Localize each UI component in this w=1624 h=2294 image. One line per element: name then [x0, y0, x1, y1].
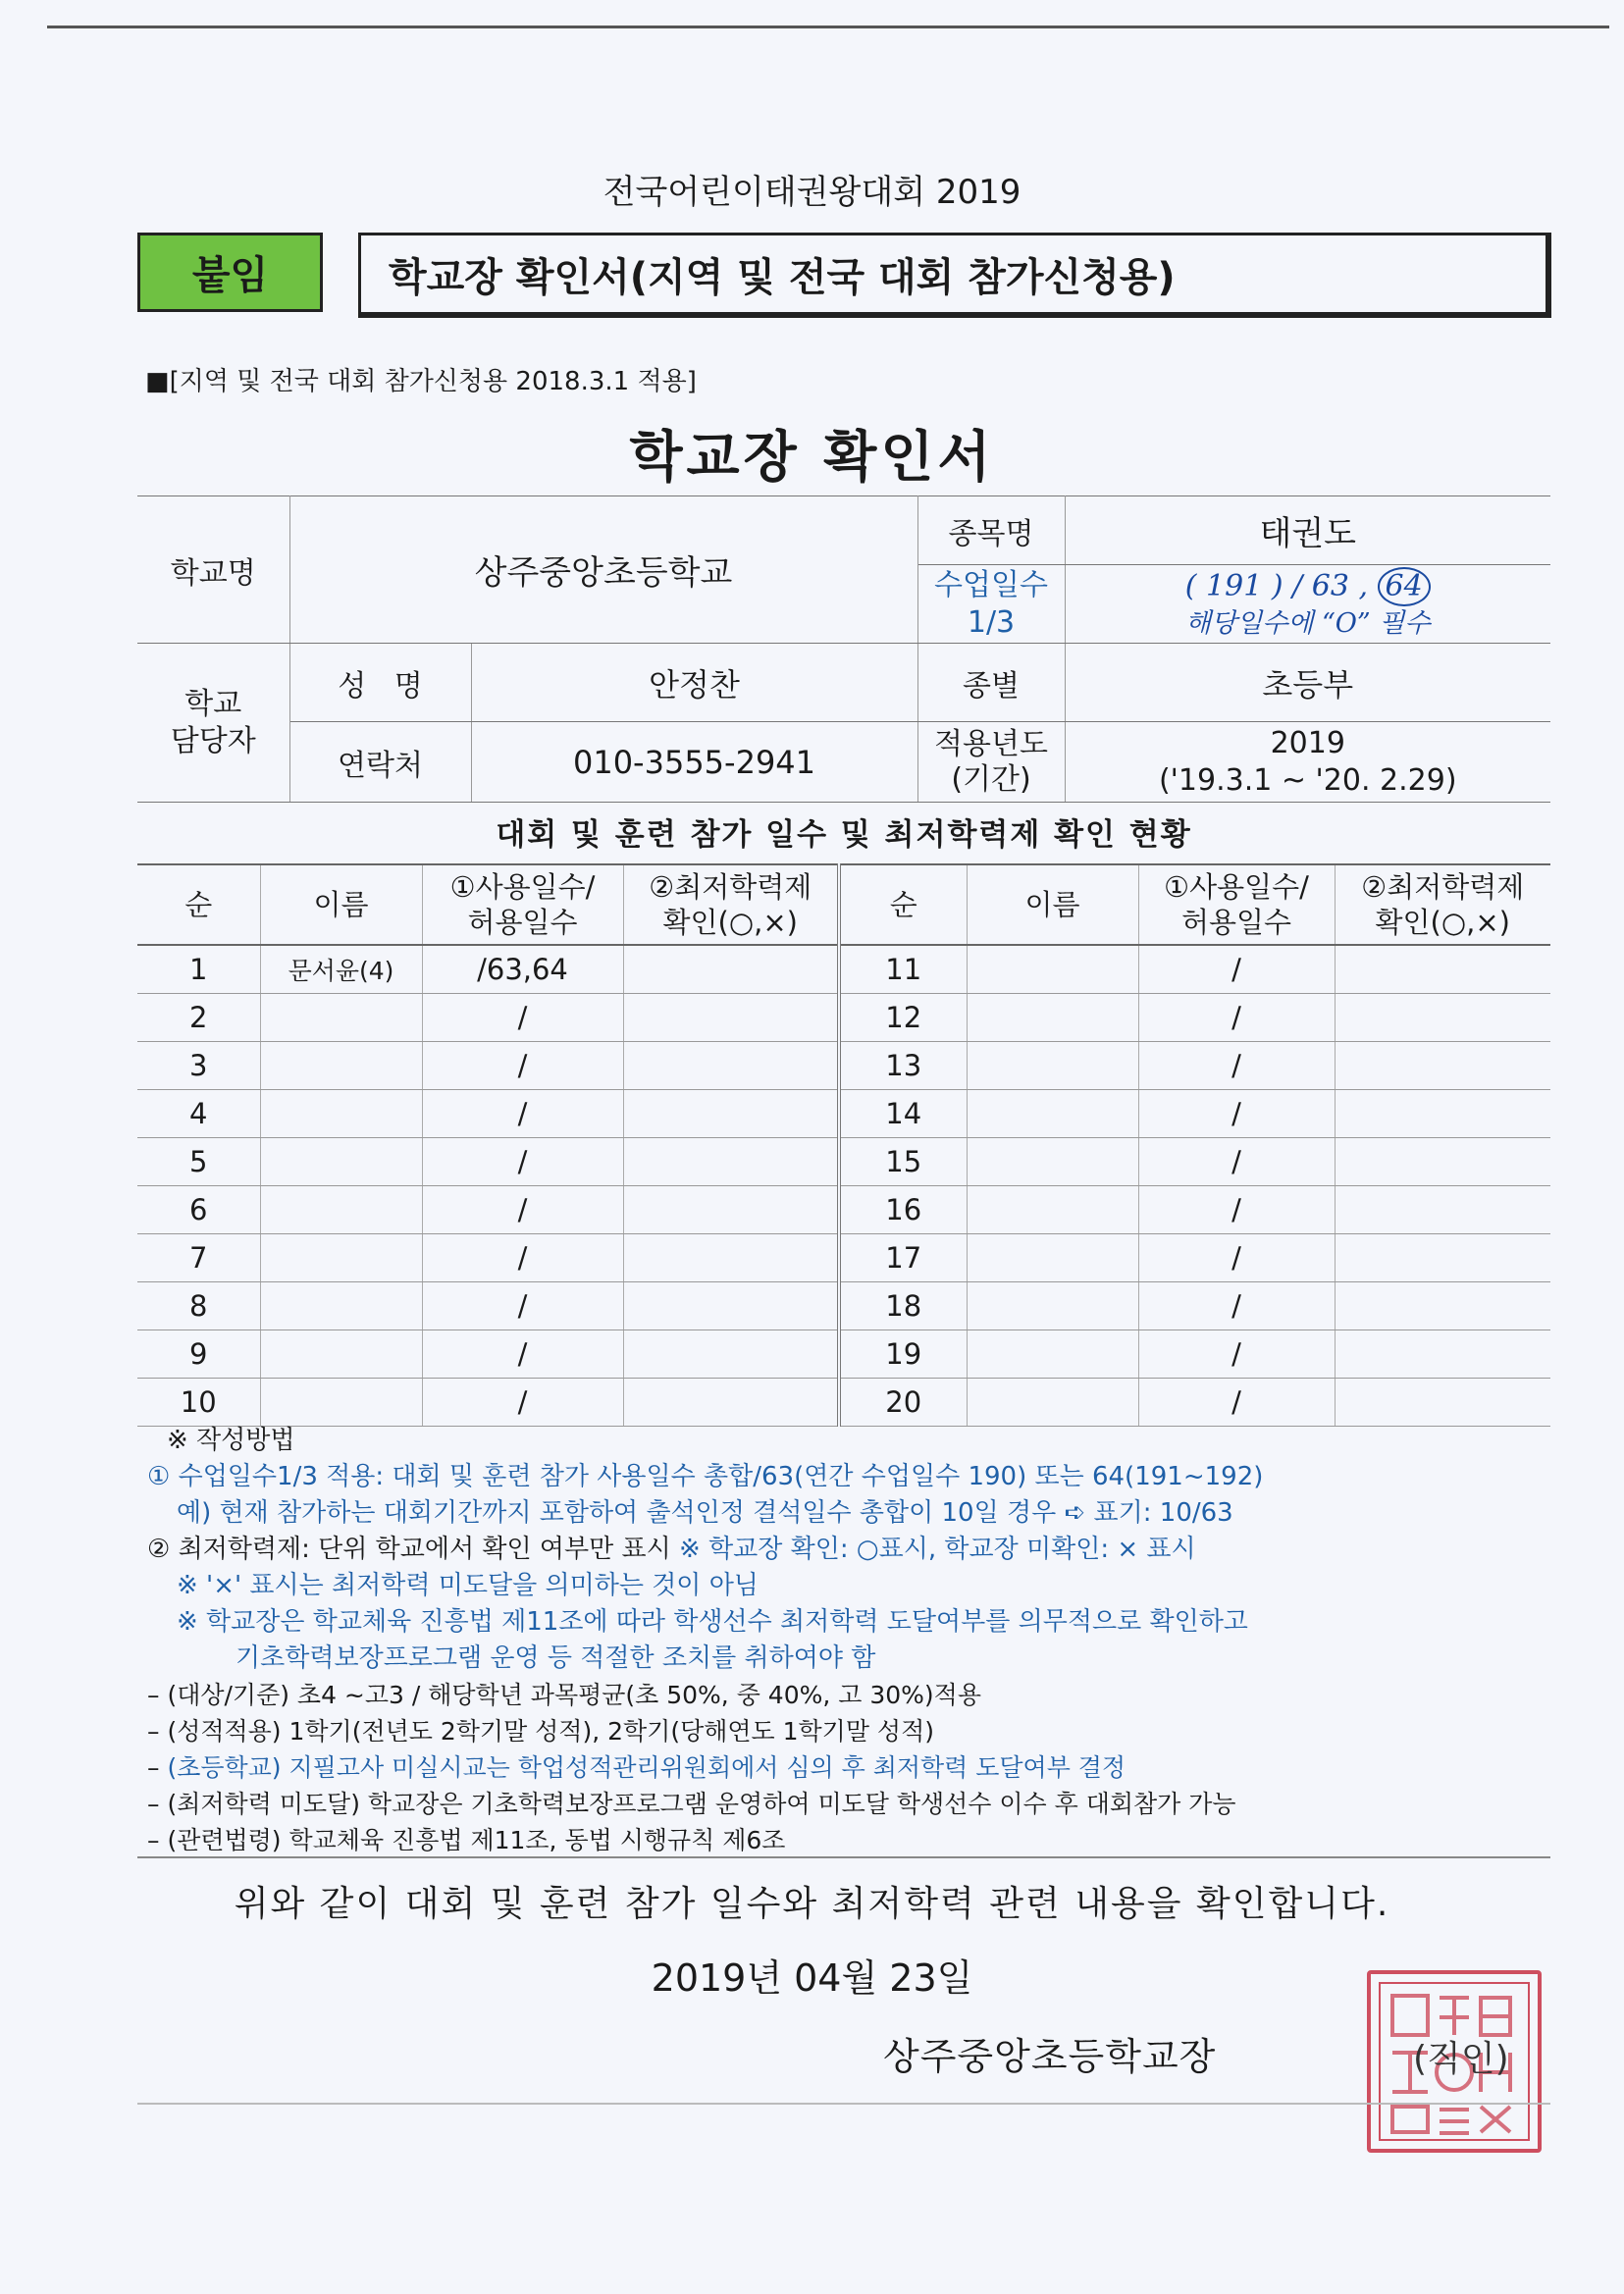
- participant-table: [137, 863, 1550, 1427]
- school-label: 학교명: [137, 496, 289, 644]
- school-name: 상주중앙초등학교: [289, 496, 917, 644]
- note-4: ※ 학교장은 학교체육 진흥법 제11조에 따라 학생선수 최저학력 도달여부를 의무적으로 확인하고: [177, 1607, 1248, 1637]
- table-row: [137, 1138, 1550, 1186]
- note-1-example: 예) 현재 참가하는 대회기간까지 포함하여 출석인정 결석일수 총합이 10일 경우 ➪ 표기: 10/63: [177, 1498, 1233, 1528]
- class-days-fraction: 1/3: [967, 604, 1016, 640]
- table-row: [137, 1186, 1550, 1234]
- bullet-3: [147, 1749, 1560, 1786]
- cell-no: 8: [137, 1282, 260, 1330]
- cell-check: [623, 1090, 839, 1138]
- rule-note: ■[지역 및 전국 대회 참가신청용 2018.3.1 적용]: [145, 367, 697, 396]
- header-title: 학교장 확인서(지역 및 전국 대회 참가신청용): [358, 233, 1551, 318]
- cell-name2: [967, 1042, 1138, 1090]
- class-days-label-text: 수업일수: [934, 567, 1048, 602]
- cell-no2: 15: [839, 1138, 967, 1186]
- cell-no2: 19: [839, 1330, 967, 1379]
- cell-check2: [1335, 1090, 1550, 1138]
- note-2: [147, 1532, 1560, 1568]
- cell-check: [623, 1042, 839, 1090]
- cell-days: /: [422, 1330, 623, 1379]
- class-days-value: [1065, 565, 1550, 644]
- cell-days: /: [422, 1234, 623, 1282]
- cell-check: [623, 1330, 839, 1379]
- class-days-hand-64-circled: 64: [1378, 567, 1431, 606]
- section-title: 대회 및 훈련 참가 일수 및 최저학력제 확인 현황: [496, 817, 1192, 853]
- cell-check: [623, 1138, 839, 1186]
- cell-days: /: [422, 1090, 623, 1138]
- cell-check2: [1335, 1186, 1550, 1234]
- cell-days: /: [422, 1042, 623, 1090]
- cell-check: [623, 1186, 839, 1234]
- cell-name2: [967, 1090, 1138, 1138]
- cell-days2: /: [1138, 994, 1335, 1042]
- cell-check2: [1335, 1042, 1550, 1090]
- cell-check: [623, 1379, 839, 1427]
- cell-no2: 20: [839, 1379, 967, 1427]
- cell-no: 3: [137, 1042, 260, 1090]
- cell-name: [260, 1234, 422, 1282]
- header-no: 순: [137, 864, 260, 945]
- table-row: [137, 1379, 1550, 1427]
- class-days-hand-63: ) / 63 ,: [1271, 568, 1368, 603]
- cell-days2: /: [1138, 1282, 1335, 1330]
- cell-days2: /: [1138, 1234, 1335, 1282]
- cell-days2: /: [1138, 1186, 1335, 1234]
- phone-value: 010-3555-2941: [471, 722, 917, 803]
- apply-period: ('19.3.1 ~ '20. 2.29): [1158, 762, 1457, 798]
- header-days-2: ①사용일수/ 허용일수: [1138, 864, 1335, 945]
- document-title: 학교장 확인서: [629, 426, 995, 490]
- cell-days2: /: [1138, 1330, 1335, 1379]
- sport-label: 종목명: [917, 496, 1065, 565]
- cell-name: [260, 1186, 422, 1234]
- notes-heading: ※ 작성방법: [167, 1426, 295, 1455]
- cell-days2: /: [1138, 945, 1335, 994]
- header-check-2: ②최저학력제 확인(○,×): [1335, 864, 1550, 945]
- cell-name2: [967, 1330, 1138, 1379]
- table-row: [137, 1282, 1550, 1330]
- cell-no2: 14: [839, 1090, 967, 1138]
- cell-check: [623, 1234, 839, 1282]
- cell-check: [623, 1282, 839, 1330]
- name-label: 성 명: [289, 644, 471, 722]
- bullet-3-text: (초등학교) 지필고사 미실시교는 학업성적관리위원회에서 심의 후 최저학력 도달여부 결정: [167, 1753, 1126, 1782]
- cell-name2: [967, 1282, 1138, 1330]
- class-days-hand-actual: ( 191: [1184, 568, 1263, 603]
- apply-year-label: 적용년도 (기간): [917, 722, 1065, 803]
- apply-year-value: [1065, 722, 1550, 803]
- cell-check2: [1335, 945, 1550, 994]
- cell-no: 5: [137, 1138, 260, 1186]
- table-row: [137, 1234, 1550, 1282]
- cell-check2: [1335, 1379, 1550, 1427]
- note-2-text: ② 최저학력제: 단위 학교에서 확인 여부만 표시: [147, 1535, 680, 1564]
- cell-name: [260, 1282, 422, 1330]
- cell-days2: /: [1138, 1090, 1335, 1138]
- cell-no: 1: [137, 945, 260, 994]
- bottom-separator: [137, 2103, 1550, 2105]
- cell-no: 4: [137, 1090, 260, 1138]
- apply-year: 2019: [1270, 725, 1345, 760]
- cell-check: [623, 945, 839, 994]
- cell-name2: [967, 1138, 1138, 1186]
- cell-name: [260, 1138, 422, 1186]
- cell-check2: [1335, 1138, 1550, 1186]
- document-date: 2019년 04월 23일: [651, 1956, 973, 2000]
- bullet-4: – (최저학력 미도달) 학교장은 기초학력보장프로그램 운영하여 미도달 학생선수 이수 후 대회참가 가능: [147, 1790, 1236, 1818]
- separator-line: [137, 1856, 1550, 1858]
- table-row: [137, 1090, 1550, 1138]
- name-value: 안정찬: [471, 644, 917, 722]
- cell-no: 10: [137, 1379, 260, 1427]
- cell-days: /: [422, 1138, 623, 1186]
- cell-check2: [1335, 1330, 1550, 1379]
- cell-no: 7: [137, 1234, 260, 1282]
- cell-days2: /: [1138, 1042, 1335, 1090]
- table-row: [137, 1330, 1550, 1379]
- cell-no: 9: [137, 1330, 260, 1379]
- table-row: [137, 945, 1550, 994]
- cell-days2: /: [1138, 1138, 1335, 1186]
- header-name: 이름: [260, 864, 422, 945]
- cell-days: /: [422, 1282, 623, 1330]
- header-check: ②최저학력제 확인(○,×): [623, 864, 839, 945]
- note-3: ※ '×' 표시는 최저학력 미도달을 의미하는 것이 아님: [177, 1571, 759, 1600]
- cell-days2: /: [1138, 1379, 1335, 1427]
- principal-name: 상주중앙초등학교장: [883, 2035, 1217, 2078]
- cell-no2: 18: [839, 1282, 967, 1330]
- cell-name2: [967, 1234, 1138, 1282]
- bullet-2: – (성적적용) 1학기(전년도 2학기말 성적), 2학기(당해연도 1학기말 성적): [147, 1717, 934, 1746]
- confirmation-statement: 위와 같이 대회 및 훈련 참가 일수와 최저학력 관련 내용을 확인합니다.: [234, 1884, 1390, 1924]
- sport-value: 태권도: [1065, 496, 1550, 565]
- table-row: [137, 1042, 1550, 1090]
- header-days: ①사용일수/ 허용일수: [422, 864, 623, 945]
- cell-days: /: [422, 1186, 623, 1234]
- seal-label: (직인): [1413, 2039, 1509, 2079]
- bullet-5: – (관련법령) 학교체육 진흥법 제11조, 동법 시행규칙 제6조: [147, 1826, 786, 1854]
- cell-no: 6: [137, 1186, 260, 1234]
- cell-check2: [1335, 1282, 1550, 1330]
- note-4-cont: 기초학력보장프로그램 운영 등 적절한 조치를 취하여야 함: [236, 1643, 876, 1673]
- cell-name2: [967, 1186, 1138, 1234]
- cell-check: [623, 994, 839, 1042]
- cell-name2: [967, 945, 1138, 994]
- cell-name: [260, 1330, 422, 1379]
- instructions: [147, 1423, 1560, 1858]
- class-days-note: 해당일수에 “O” 필수: [1185, 607, 1431, 639]
- note-1: ① 수업일수1/3 적용: 대회 및 훈련 참가 사용일수 총합/63(연간 수업일수 190) 또는 64(191~192): [147, 1462, 1264, 1491]
- cell-days: /: [422, 1379, 623, 1427]
- phone-label: 연락처: [289, 722, 471, 803]
- cell-no2: 13: [839, 1042, 967, 1090]
- cell-days: /: [422, 994, 623, 1042]
- top-border-line: [47, 26, 1609, 28]
- cell-no2: 11: [839, 945, 967, 994]
- cell-check2: [1335, 994, 1550, 1042]
- cell-no2: 17: [839, 1234, 967, 1282]
- event-title: 전국어린이태권왕대회 2019: [602, 173, 1022, 212]
- cell-check2: [1335, 1234, 1550, 1282]
- division-value: 초등부: [1065, 644, 1550, 722]
- cell-name: [260, 1090, 422, 1138]
- cell-name2: [967, 994, 1138, 1042]
- cell-no: 2: [137, 994, 260, 1042]
- division-label: 종별: [917, 644, 1065, 722]
- cell-name: [260, 994, 422, 1042]
- cell-name: [260, 1379, 422, 1427]
- cell-no2: 16: [839, 1186, 967, 1234]
- info-table: [137, 495, 1550, 803]
- attachment-tag: 붙임: [137, 233, 323, 312]
- class-days-label: [917, 565, 1065, 644]
- bullet-3-dash: –: [147, 1753, 168, 1782]
- cell-no2: 12: [839, 994, 967, 1042]
- cell-days: /63,64: [422, 945, 623, 994]
- bullet-1: – (대상/기준) 초4 ~고3 / 해당학년 과목평균(초 50%, 중 40%, 고 30%)적용: [147, 1681, 981, 1709]
- header-no-2: 순: [839, 864, 967, 945]
- cell-name2: [967, 1379, 1138, 1427]
- cell-name: 문서윤(4): [260, 945, 422, 994]
- cell-name: [260, 1042, 422, 1090]
- contact-person-label: 학교 담당자: [137, 644, 289, 803]
- note-2-blue: ※ 학교장 확인: ○표시, 학교장 미확인: × 표시: [679, 1535, 1196, 1564]
- header-name-2: 이름: [967, 864, 1138, 945]
- table-row: [137, 994, 1550, 1042]
